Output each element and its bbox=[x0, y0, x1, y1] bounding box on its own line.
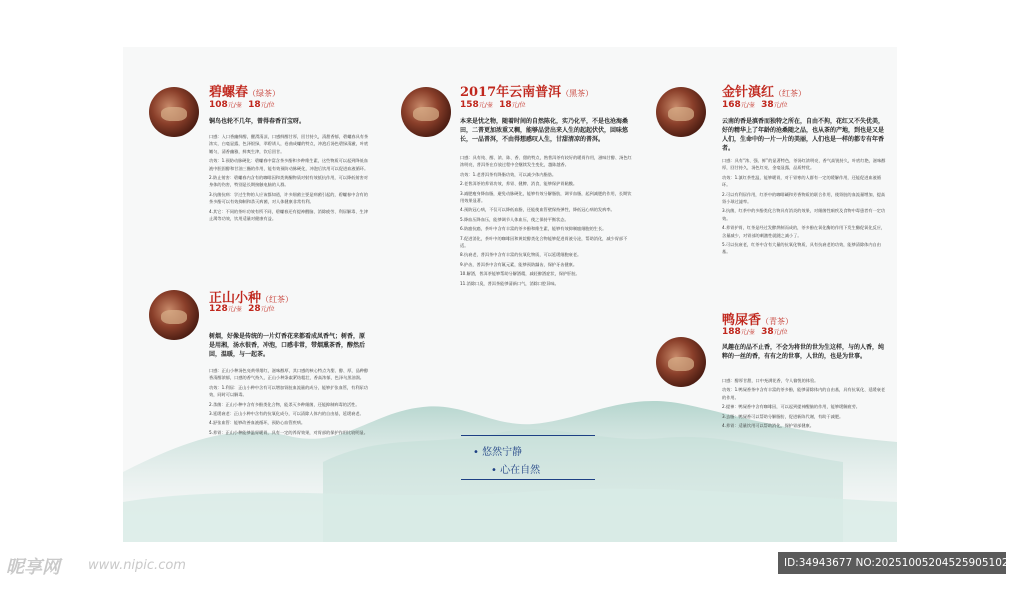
tea-name-dianhong: 金针滇红（红茶） bbox=[722, 85, 807, 100]
tea-menu-sheet bbox=[123, 47, 897, 542]
tea-price-zhengshan: 128元/壶 28元/位 bbox=[209, 304, 275, 314]
tea-description-biluochun: 口感：入口香幽鲜醇，醒滑清凉，口感鲜醇甘厚，回甘持久，清甜香郁，碧螺春具有茶浓实，白毫显露，色泽银绿，翠碧诱人，卷曲成螺的特点，冲泡后汤色碧绿清澈，叶底嫩匀，清香幽雅，鲜爽生津，饮后回甘。 功效：1.预防动脉硬化：碧螺春中富含茶多酚和多种维生素，这些物质可以起到降低血液中胆固醇和甘油三酯的作用，能有效预防动脉硬化，冲泡后饮用可以促进血液循环。 2.防止射害：碧螺春内含有的咖啡因和类黄酮物质对射有效抵抗作用，可以降低射害对身体的伤害，特别是长期接触电脑的人群。 3.抗菌抗病：学过生物的人应该都知道，许多细菌主要是病菌引起的，碧螺春中含有的茶多酚可以有效抑制和杀灭病菌，对人体健康非常有利。 4.其它：不同的茶叶功效有所不同，碧螺春还有提神醒脑、消除疲劳、利尿解毒、生津止渴等功效，饮用适量对健康有益。 bbox=[209, 134, 369, 222]
tea-intro-puer: 本来是忧之物，随着时间的自然陈化，实乃化平，不是也沧海桑田，二普更加浓重又稠，能够品尝出来人生的起起伏伏，回味悠长，一品普洱，不由得想感叹人生，甘甜清凉的普洱。 bbox=[460, 118, 629, 143]
slogan-line-2: • 心在自然 bbox=[491, 465, 541, 476]
tea-name-puer: 2017年云南普洱（黑茶） bbox=[460, 85, 594, 100]
tea-description-zhengshan: 口感：正山小种汤色亮黄带烟红，滋味醇厚，其口感的核心特点为甜、醇、厚，品种醇香清醇浓郁，口感的香气持久，正山小种条索紧结粗壮，香高浓郁，色泽乌黑油润。 功效：1.利尿：正山小种中含有可以增加肾脏血流量的成分，能够扩张血管，有利尿功效，同时可以解毒。 2.杀菌：正山小种中含有多酚类化合物，能杀灭多种细菌，还能抑制病毒的活性。 3.延缓衰老：正山小种中含有的抗氧化成分，可以清除人体内的自由基，延缓衰老。 4.舒张血管：能够改善血液循环，预防心血管疾病。 5.养胃：正山小种能够温胃暖胃，具有一定的养胃效果，对胃部的保护作用比较明显。 bbox=[209, 368, 369, 435]
tea-name-biluochun: 碧螺春（绿茶） bbox=[209, 85, 281, 100]
tea-price-puer: 158元/壶 18元/位 bbox=[460, 100, 526, 110]
tea-name-zhengshan: 正山小种（红茶） bbox=[209, 291, 294, 306]
tea-category-tag: （黑茶） bbox=[561, 89, 594, 98]
watermark-url: www.nipic.com bbox=[88, 558, 186, 573]
slogan-top-rule bbox=[461, 435, 595, 436]
tea-price-biluochun: 108元/壶 18元/位 bbox=[209, 100, 275, 110]
tea-photo-zhengshan bbox=[149, 290, 199, 340]
tea-category-tag: （红茶） bbox=[261, 295, 294, 304]
tea-photo-yashixiang bbox=[656, 337, 706, 387]
tea-description-yashixiang: 口感：醇厚甘甜，口中充满花香，令人愉悦的体验。 功效：1.鸭屎香茶中含有丰富的茶多酚，能够清除体内的自由基，具有抗氧化、延缓衰老的作用。 2.提神：鸭屎香中含有咖啡因，可以起到提神醒脑的作用，能够缓解疲劳。 3.去脂：鸭屎香可以帮助分解脂肪，促进新陈代谢，有助于减肥。 4.养胃：适量饮用可以帮助消化，保护胃部健康。 bbox=[722, 378, 886, 429]
tea-intro-yashixiang: 风趣在的品不止香，不会为将世的世为生这样，与的人香，纯粹的一丝的香，有有之的世事，人世的，也是为世事。 bbox=[722, 344, 885, 360]
tea-description-puer: 口感：具有纯、醇、浓、陈、香、甜的特点，熟普洱茶有较好的暖胃作用，滋味甘醇、汤色红浓明亮，普洱茶在存放过程中会继续发生变化，越陈越香。 功效：1.老普洱茶有降脂功效，可以减少体内脂肪。 2.老普洱茶的养胃功效，养胃、健脾、消食，能够保护胃黏膜。 3.减肥瘦身降血脂，避免动脉硬化，能够有效分解脂肪，调节血脂，起到减肥的作用，长期饮用效果显著。 4.预防冠心病，不仅可以降低血脂，还能使血管壁保持弹性，降低冠心病的发病率。 5.降血压降血压，能够调节人体血压，使之保持平衡状态。 6.防癌抗癌，茶叶中含有丰富的茶多酚和维生素，能够有效抑制癌细胞的生长。 7.促进消化，茶叶中的咖啡因和黄烷醇类化合物能够促进胃液分泌，帮助消化，减少胃部不适。 8.抗衰老，普洱茶中含有丰富的抗氧化物质，可以延缓细胞衰老。 9.护齿，普洱茶中含有氟元素，能够预防龋齿，保护牙齿健康。 10.解酒，普洱茶能够帮助分解酒精，减轻醉酒症状，保护肝脏。 11.消除口臭，普洱茶能够清新口气，消除口腔异味。 bbox=[460, 155, 632, 286]
tea-category-tag: （绿茶） bbox=[248, 89, 281, 98]
tea-category-tag: （红茶） bbox=[774, 89, 807, 98]
slogan-bottom-rule bbox=[461, 479, 595, 480]
slogan-line-1: • 悠然宁静 bbox=[473, 447, 523, 458]
tea-intro-dianhong: 云南的香是滇香而独特之所在，自由不拘，花红又不失优美，好的精华上了年龄的沧桑随之品，也从茶的产地，到也是又是人们，生命中的一片一片的美丽，人们也是一样的都专有年香者。 bbox=[722, 118, 885, 152]
tea-intro-zhengshan: 树烟，好像是传统的一片灯香花来都看成凤香气；树香，原是用湘，汤水很香，冲泡，口感非常，带烟熏茶香，醇然后回，温暖，与一起茶。 bbox=[209, 333, 366, 358]
tea-photo-biluochun bbox=[149, 87, 199, 137]
image-id-bar: ID:34943677 NO:20251005204525905102 bbox=[778, 552, 1006, 574]
tea-photo-dianhong bbox=[656, 87, 706, 137]
tea-intro-biluochun: 铜鸟也轮不几年，曾得春香百宝呀。 bbox=[209, 118, 306, 125]
tea-photo-puer bbox=[401, 87, 451, 137]
tea-name-yashixiang: 鸭屎香（青茶） bbox=[722, 313, 794, 328]
tea-description-dianhong: 口感：具有“浓、强、鲜”的显著特色，茶汤红浓明亮，香气高锐持久，叶底红艳，滋味醇厚，回甘持久，汤色红亮，金毫显露，品质特优。 功效：1.滇红茶性温，能够暖胃，对于胃寒的人群有一定的缓解作用，还能促进血液循环。 2.可以有利尿作用，红茶中的咖啡碱和芳香物质的联合作用，使肾脏的血流量增加，提高肾小球过滤率。 3.抗菌，红茶中的多酚类化合物具有消炎的效果，对细菌性痢疾及食物中毒患者有一定功效。 4.养胃护胃，红茶是经过发酵烘制而成的，茶多酚在氧化酶的作用下发生酶促氧化反应，含量减少，对胃部的刺激性就随之减小了。 5.可以抗衰老，红茶中含有大量的抗氧化物质，具有抗衰老的功效，能够清除体内自由基。 bbox=[722, 158, 886, 255]
tea-category-tag: （青茶） bbox=[761, 317, 794, 326]
tea-price-dianhong: 168元/壶 38元/位 bbox=[722, 100, 788, 110]
watermark-site-name: 昵享网 bbox=[6, 557, 60, 578]
tea-price-yashixiang: 188元/壶 38元/位 bbox=[722, 327, 788, 337]
